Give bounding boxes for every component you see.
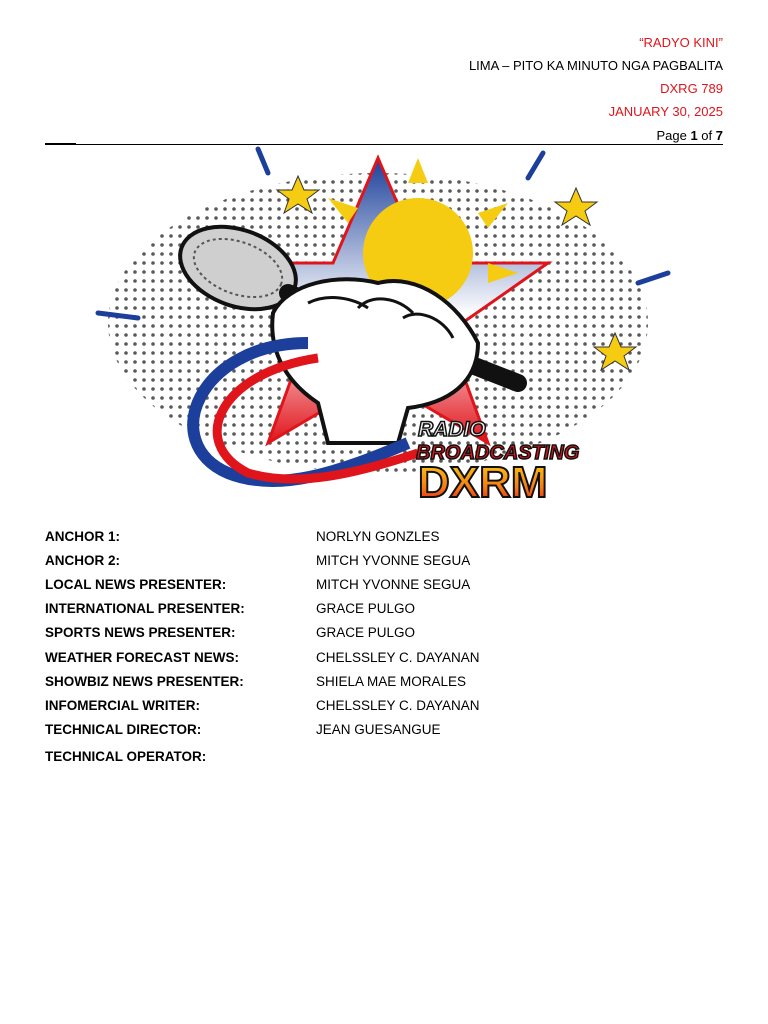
roster-value: SHIELA MAE MORALES (316, 674, 467, 689)
roster-label: INFOMERCIAL WRITER: (45, 698, 200, 713)
page-total: 7 (715, 128, 723, 143)
logo-text-broadcasting: BROADCASTING (416, 442, 580, 464)
roster-label: LOCAL NEWS PRESENTER: (45, 577, 227, 592)
logo-artwork (78, 143, 688, 513)
roster-value: MITCH YVONNE SEGUA (316, 577, 471, 592)
roster-value: GRACE PULGO (316, 601, 416, 616)
roster-value: MITCH YVONNE SEGUA (316, 553, 471, 568)
roster-value: CHELSSLEY C. DAYANAN (316, 650, 480, 665)
page-of: of (697, 128, 716, 143)
roster-label: ANCHOR 2: (45, 553, 121, 568)
logo-text-dxrm: DXRM (418, 458, 548, 507)
page-current: 1 (690, 128, 698, 143)
roster-value: CHELSSLEY C. DAYANAN (316, 698, 480, 713)
roster-label: SHOWBIZ NEWS PRESENTER: (45, 674, 244, 689)
roster-value: GRACE PULGO (316, 625, 416, 640)
station-code: DXRG 789 (660, 81, 723, 96)
roster-label: TECHNICAL OPERATOR: (45, 749, 207, 764)
roster-label: ANCHOR 1: (45, 529, 121, 544)
station-title: “RADYO KINI” (639, 35, 723, 50)
roster-label: SPORTS NEWS PRESENTER: (45, 625, 236, 640)
roster-label: TECHNICAL DIRECTOR: (45, 722, 202, 737)
page-indicator (656, 128, 723, 143)
roster-label: INTERNATIONAL PRESENTER: (45, 601, 245, 616)
roster-value: JEAN GUESANGUE (316, 722, 441, 737)
page-prefix: Page (656, 128, 691, 143)
document-date: JANUARY 30, 2025 (608, 104, 723, 119)
document-subtitle: LIMA – PITO KA MINUTO NGA PAGBALITA (468, 58, 723, 73)
header-rule-accent (45, 143, 76, 145)
logo-text-radio: RADIO (418, 418, 486, 441)
roster-label: WEATHER FORECAST NEWS: (45, 650, 239, 665)
dxrm-logo (78, 143, 688, 513)
roster-value: NORLYN GONZLES (316, 529, 440, 544)
